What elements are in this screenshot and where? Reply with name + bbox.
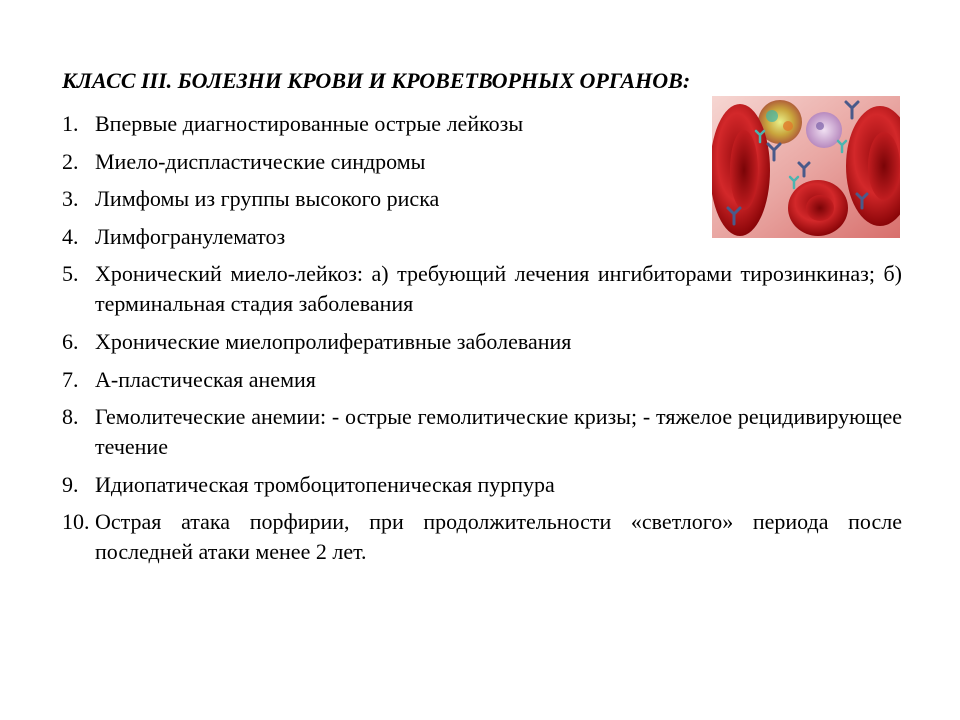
item-text: Миело-диспластические синдромы	[95, 148, 426, 174]
item-text: Хронические миелопролиферативные заболевания	[95, 328, 572, 354]
item-number: 6.	[62, 328, 79, 354]
item-number: 10.	[62, 509, 90, 535]
item-number: 8.	[62, 404, 79, 430]
list-item	[62, 327, 902, 357]
item-text: Лимфогранулематоз	[95, 223, 286, 249]
item-text: Острая атака порфирии, при продолжительности «светлого» периода после последней атаки менее 2 лет.	[95, 509, 902, 565]
item-number: 7.	[62, 366, 79, 392]
item-text: Хронический миело-лейкоз: а) требующий лечения ингибиторами тирозинкиназ; б) терминальная стадия заболевания	[95, 261, 902, 317]
list-item	[62, 259, 902, 319]
item-text: Идиопатическая тромбоцитопеническая пурпура	[95, 471, 555, 497]
item-number: 4.	[62, 223, 79, 249]
item-number: 3.	[62, 186, 79, 212]
item-number: 1.	[62, 111, 79, 136]
item-text: Впервые диагностированные острые лейкозы	[95, 111, 524, 136]
slide-title: КЛАСС III. БОЛЕЗНИ КРОВИ И КРОВЕТВОРНЫХ ОРГАНОВ:	[62, 68, 691, 93]
list-item	[62, 365, 902, 395]
list-item	[62, 507, 902, 567]
list-item	[62, 470, 902, 500]
item-number: 2.	[62, 148, 79, 174]
item-text: Гемолитеческие анемии: - острые гемолитические кризы; - тяжелое рецидивирующее течение	[95, 404, 902, 460]
item-number: 5.	[62, 261, 79, 287]
blood-cells-illustration	[712, 96, 900, 238]
item-text: А-пластическая анемия	[95, 366, 316, 392]
item-number: 9.	[62, 471, 79, 497]
list-item	[62, 402, 902, 462]
item-text: Лимфомы из группы высокого риска	[95, 186, 440, 212]
